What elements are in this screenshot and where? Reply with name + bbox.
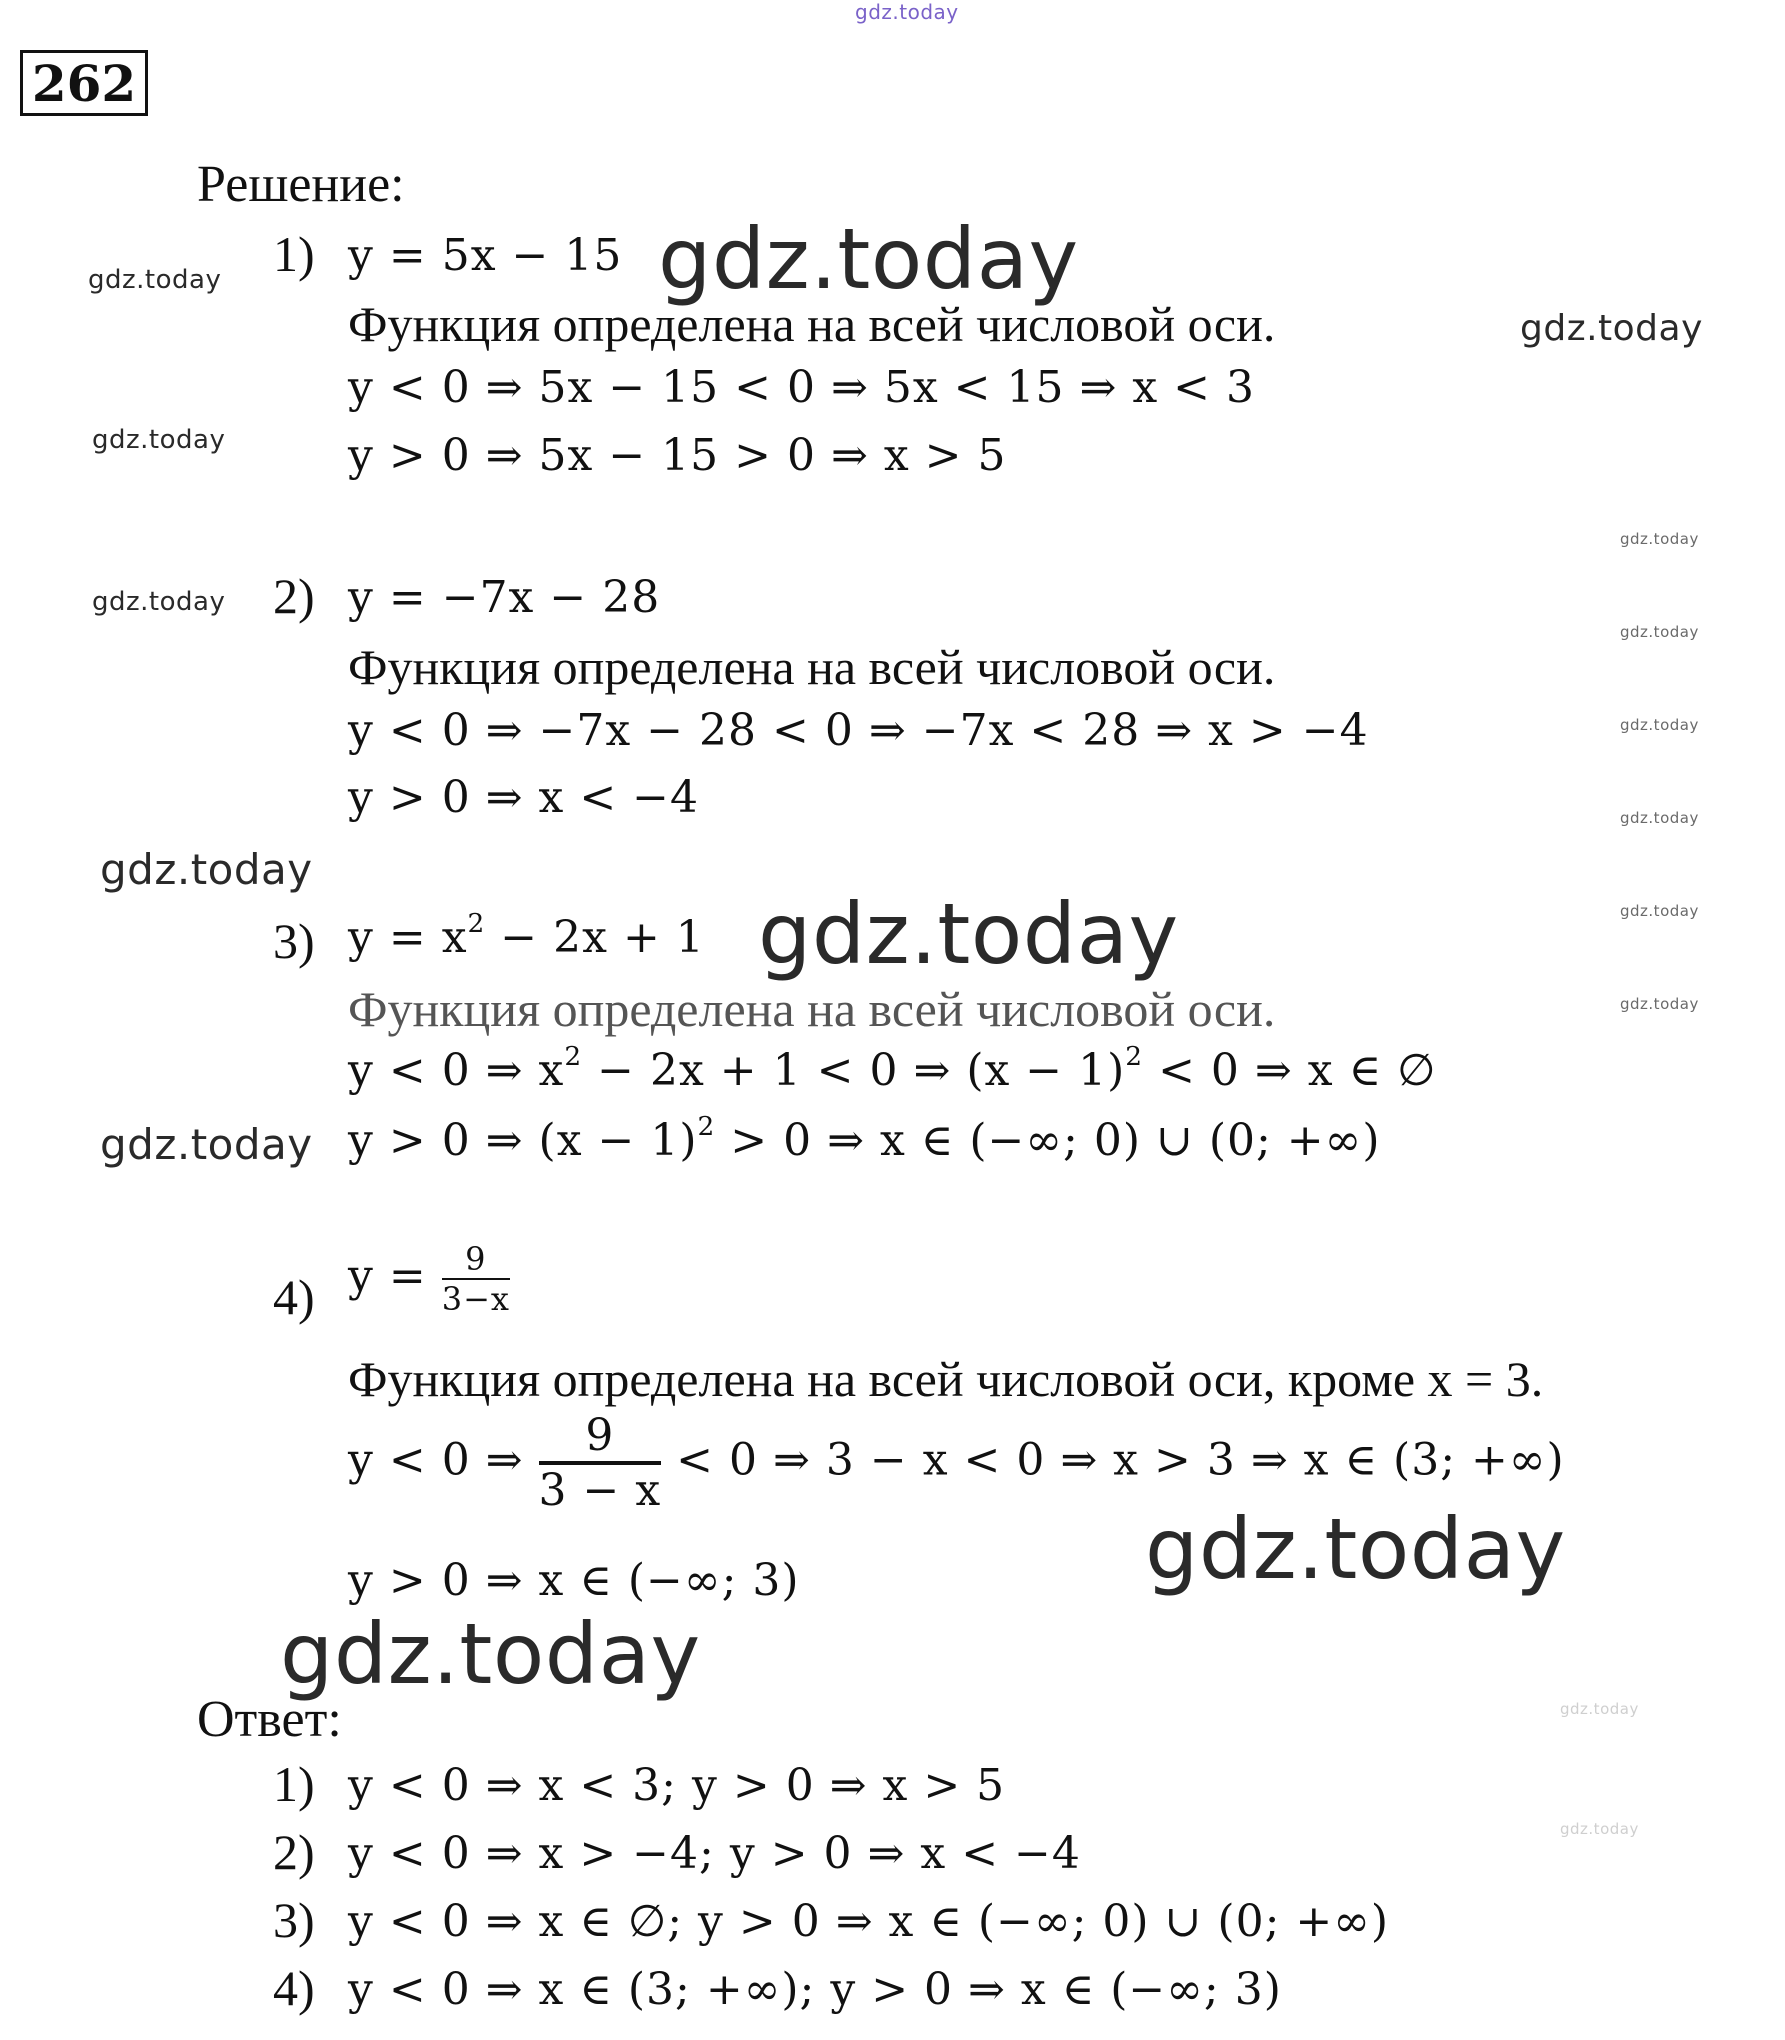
part-2-positive: y > 0 ⇒ x < −4 <box>348 772 700 823</box>
part-1-positive: y > 0 ⇒ 5x − 15 > 0 ⇒ x > 5 <box>348 430 1007 481</box>
answer-4-label: 4) <box>273 1960 315 2016</box>
part-2-domain: Функция определена на всей числовой оси. <box>348 639 1276 695</box>
part-4-formula: y = $\frac{9}{3-x}$ <box>348 1240 510 1318</box>
part-2-label: 2) <box>273 568 315 624</box>
watermark-small: gdz.today <box>88 265 222 295</box>
answer-4: y < 0 ⇒ x ∈ (3; +∞); y > 0 ⇒ x ∈ (−∞; 3) <box>348 1964 1282 2015</box>
part-4-negative: y < 0 ⇒ $\frac{9}{3 - x}$ < 0 ⇒ 3 − x < 0 ⇒ x > 3 ⇒ x ∈ (3; +∞) <box>348 1410 1565 1516</box>
watermark-tiny: gdz.today <box>1620 902 1699 920</box>
answer-heading: Ответ: <box>197 1691 342 1748</box>
answer-3: y < 0 ⇒ x ∈ ∅; y > 0 ⇒ x ∈ (−∞; 0) ∪ (0; +∞) <box>348 1896 1390 1947</box>
part-1-negative: y < 0 ⇒ 5x − 15 < 0 ⇒ 5x < 15 ⇒ x < 3 <box>348 362 1255 413</box>
watermark-medium: gdz.today <box>100 1120 313 1169</box>
answer-2-label: 2) <box>273 1824 315 1880</box>
watermark-small: gdz.today <box>1520 308 1703 349</box>
part-4-positive: y > 0 ⇒ x ∈ (−∞; 3) <box>348 1555 800 1606</box>
watermark-tiny: gdz.today <box>1620 623 1699 641</box>
part-1-formula: y = 5x − 15 <box>348 230 623 281</box>
part-3-formula: $y = x^2 - 2x + 1$ <box>348 908 705 963</box>
part-3-label: 3) <box>273 913 315 969</box>
watermark-large: gdz.today <box>658 210 1079 308</box>
watermark-tiny: gdz.today <box>1560 1700 1639 1718</box>
watermark-tiny: gdz.today <box>1620 995 1699 1013</box>
part-1-label: 1) <box>273 226 315 282</box>
watermark-tiny: gdz.today <box>1620 530 1699 548</box>
answer-3-label: 3) <box>273 1892 315 1948</box>
watermark-large: gdz.today <box>1145 1500 1566 1598</box>
solution-heading: Решение: <box>197 156 405 213</box>
problem-number-box: 262 <box>20 50 148 116</box>
watermark-tiny: gdz.today <box>1620 809 1699 827</box>
part-1-domain: Функция определена на всей числовой оси. <box>348 296 1276 352</box>
part-3-negative: y < 0 ⇒ $x^2 - 2x + 1 < 0$ ⇒ $(x - 1)^2 < 0$ ⇒ x ∈ ∅ <box>348 1041 1437 1096</box>
watermark-small: gdz.today <box>92 425 226 455</box>
watermark-large: gdz.today <box>758 885 1179 983</box>
part-3-positive: y > 0 ⇒ $(x - 1)^2 > 0$ ⇒ x ∈ (−∞; 0) ∪ (0; +∞) <box>348 1111 1381 1166</box>
watermark-tiny: gdz.today <box>1560 1820 1639 1838</box>
watermark-small: gdz.today <box>92 587 226 617</box>
watermark-large: gdz.today <box>280 1605 701 1703</box>
part-2-negative: y < 0 ⇒ −7x − 28 < 0 ⇒ −7x < 28 ⇒ x > −4 <box>348 705 1369 756</box>
part-3-domain: Функция определена на всей числовой оси. <box>348 981 1276 1037</box>
watermark-medium: gdz.today <box>100 845 313 894</box>
answer-2: y < 0 ⇒ x > −4; y > 0 ⇒ x < −4 <box>348 1828 1081 1879</box>
part-4-domain: Функция определена на всей числовой оси, кроме x = 3. <box>348 1351 1544 1407</box>
watermark-top: gdz.today <box>855 0 959 24</box>
answer-1: y < 0 ⇒ x < 3; y > 0 ⇒ x > 5 <box>348 1760 1006 1811</box>
watermark-tiny: gdz.today <box>1620 716 1699 734</box>
part-4-label: 4) <box>273 1269 315 1325</box>
answer-1-label: 1) <box>273 1756 315 1812</box>
part-2-formula: y = −7x − 28 <box>348 572 661 623</box>
